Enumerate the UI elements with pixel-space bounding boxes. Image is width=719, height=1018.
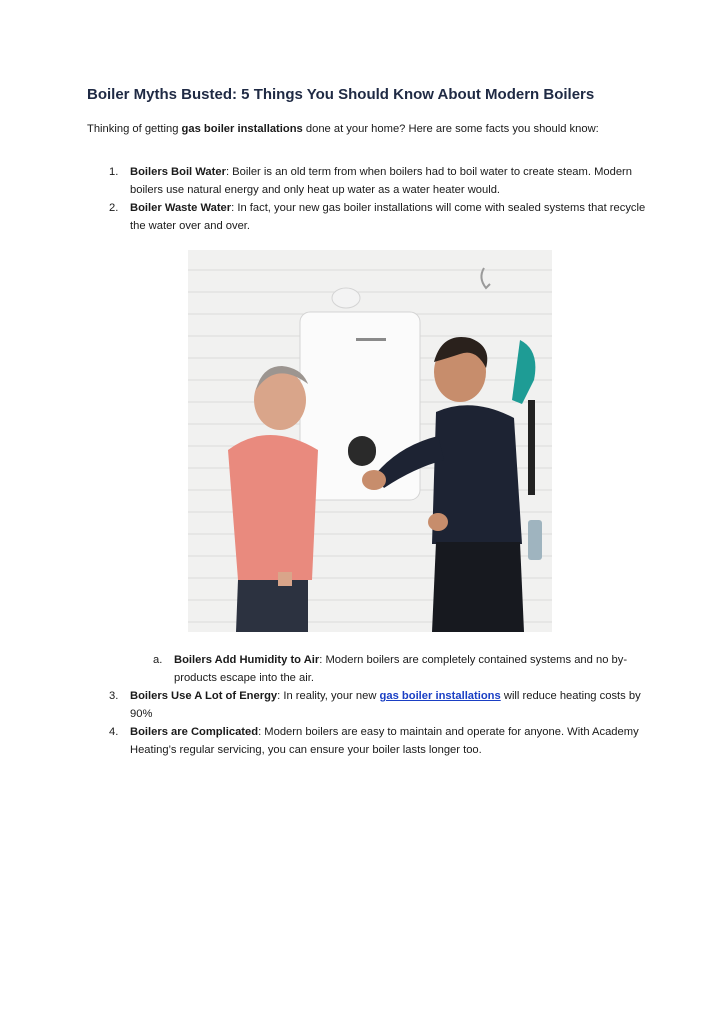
- gas-boiler-installations-link[interactable]: gas boiler installations: [379, 690, 501, 702]
- list-item-a: [87, 651, 647, 687]
- list-item-text: : In reality, your new: [277, 690, 380, 702]
- page-title: Boiler Myths Busted: 5 Things You Should Know About Modern Boilers: [87, 86, 595, 103]
- intro-paragraph: [87, 120, 647, 138]
- list-item-text: : In fact, your new gas boiler installations will come with sealed systems that recycle the water over and over.: [130, 202, 646, 232]
- list-item-heading: Boilers are Complicated: [130, 726, 259, 738]
- list-item-heading: Boilers Add Humidity to Air: [174, 654, 320, 666]
- myth-list-top: [87, 163, 647, 235]
- myth-list-bottom: [87, 651, 647, 759]
- list-item-text-after: will reduce heating costs by 90%: [130, 690, 641, 720]
- list-marker: 1.: [109, 166, 119, 178]
- list-item-heading: Boilers Boil Water: [130, 166, 226, 178]
- list-item-heading: Boilers Use A Lot of Energy: [130, 690, 278, 702]
- list-item-text: : Modern boilers are completely contained systems and no by-products escape into the air.: [174, 654, 628, 684]
- boiler-photo-illustration: [188, 250, 552, 632]
- list-marker: 4.: [109, 726, 119, 738]
- list-marker: 3.: [109, 690, 119, 702]
- list-item-3: [87, 687, 647, 723]
- list-item-text: : Modern boilers are easy to maintain and operate for anyone. With Academy Heating’s regular servicing, you can ensure your boiler lasts longer too.: [130, 726, 639, 756]
- intro-bold-keyword: gas boiler installations: [181, 123, 303, 135]
- list-item-4: [87, 723, 647, 759]
- list-item-2: [87, 199, 647, 235]
- list-item-text: : Boiler is an old term from when boilers had to boil water to create steam. Modern boilers use natural energy and only heat up water as a water heater would.: [130, 166, 632, 196]
- list-item-heading: Boiler Waste Water: [130, 202, 232, 214]
- list-marker: 2.: [109, 202, 119, 214]
- list-item-1: [87, 163, 647, 199]
- list-marker: a.: [153, 654, 163, 666]
- intro-text-after: done at your home? Here are some facts you should know:: [302, 123, 599, 135]
- boiler-photo: [188, 250, 552, 632]
- intro-text-before: Thinking of getting: [87, 123, 182, 135]
